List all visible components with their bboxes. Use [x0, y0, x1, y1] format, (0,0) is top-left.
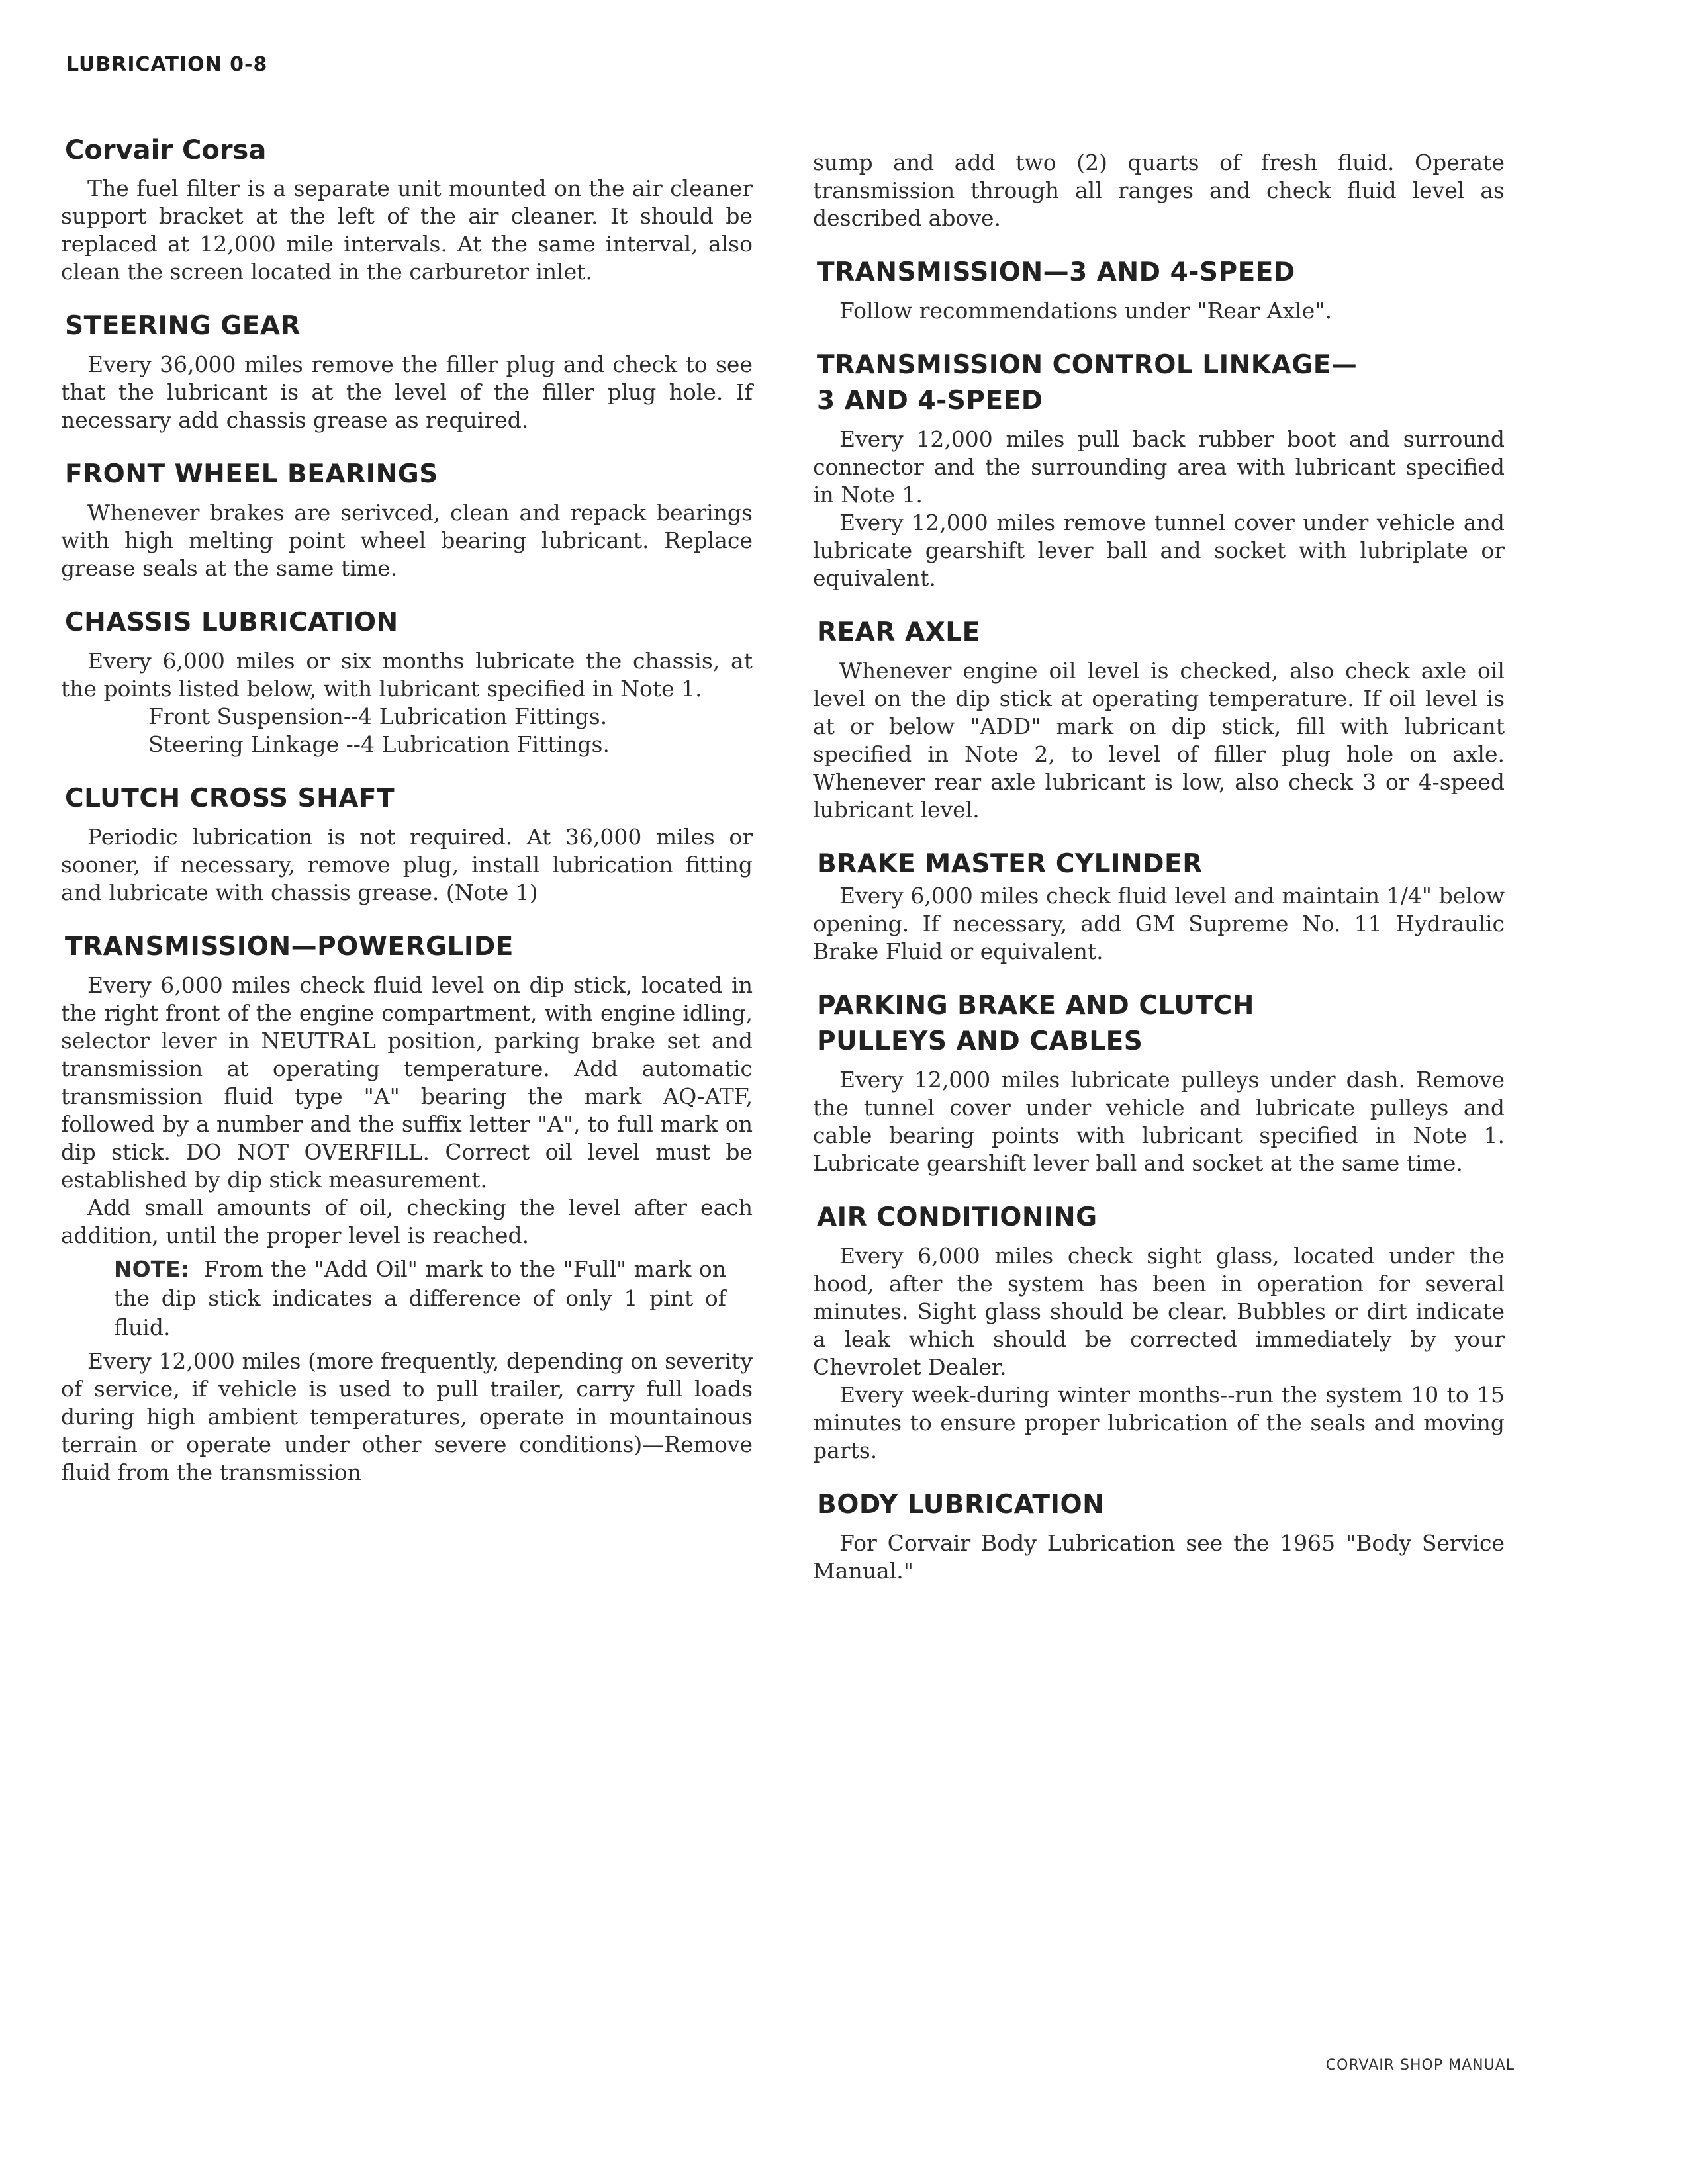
paragraph: Every week-during winter months--run the system 10 to 15 minutes to ensure proper lubrication of the seals and moving parts. — [813, 1382, 1505, 1463]
section-heading: BODY LUBRICATION — [817, 1490, 1105, 1520]
section-parking-brake — [813, 988, 1505, 1177]
paragraph: Every 6,000 miles check sight glass, located under the hood, after the system has been in operation for several minutes. Sight glass should be clear. Bubbles or dirt indicate a leak which should be corrected immediately by your Chevrolet Dealer. — [813, 1243, 1505, 1380]
section-steering-gear — [61, 308, 753, 434]
list-item: Front Suspension--4 Lubrication Fittings. — [148, 704, 608, 729]
paragraph: Every 12,000 miles remove tunnel cover under vehicle and lubricate gearshift lever ball and socket with lubriplate or equivalent. — [813, 510, 1505, 591]
right-column — [813, 149, 1505, 1608]
paragraph: Periodic lubrication is not required. At 36,000 miles or sooner, if necessary, remove plug, install lubrication fitting and lubricate with chassis grease. (Note 1) — [61, 824, 753, 905]
section-transmission-control-linkage — [813, 347, 1505, 592]
section-heading: AIR CONDITIONING — [817, 1203, 1098, 1232]
section-heading: Corvair Corsa — [65, 135, 267, 165]
paragraph: Every 36,000 miles remove the filler plug and check to see that the lubricant is at the level of the filler plug hole. If necessary add chassis grease as required. — [61, 351, 753, 433]
section-air-conditioning — [813, 1200, 1505, 1465]
section-corvair-corsa — [61, 132, 753, 286]
section-rear-axle — [813, 615, 1505, 824]
section-heading: CHASSIS LUBRICATION — [65, 608, 399, 637]
section-front-wheel-bearings — [61, 457, 753, 582]
paragraph: Every 12,000 miles pull back rubber boot and surround connector and the surrounding area with lubricant specified in Note 1. — [813, 426, 1505, 508]
note-text: From the "Add Oil" mark to the "Full" mark on the dip stick indicates a difference of only 1 pint of fluid. — [114, 1256, 726, 1340]
section-heading: FRONT WHEEL BEARINGS — [65, 459, 438, 489]
section-heading: REAR AXLE — [817, 617, 980, 647]
section-transmission-3-4-speed — [813, 255, 1505, 325]
note-block — [114, 1255, 726, 1342]
list-item: Steering Linkage --4 Lubrication Fittings. — [148, 731, 610, 757]
paragraph: Add small amounts of oil, checking the level after each addition, until the proper level is reached. — [61, 1195, 753, 1248]
paragraph: Whenever brakes are serivced, clean and repack bearings with high melting point wheel bearing lubricant. Replace grease seals at the same time. — [61, 500, 753, 581]
paragraph: Every 12,000 miles (more frequently, depending on severity of service, if vehicle is used to pull trailer, carry full loads during high ambient temperatures, operate in mountainous terrain or operate under other severe conditions)—Remove fluid from the transmission — [61, 1348, 753, 1485]
paragraph: Every 12,000 miles lubricate pulleys under dash. Remove the tunnel cover under vehicle and lubricate pulleys and cable bearing points with lubricant specified in Note 1. Lubricate gearshift lever ball and socket at the same time. — [813, 1067, 1505, 1176]
paragraph: Whenever engine oil level is checked, also check axle oil level on the dip stick at operating temperature. If oil level is at or below "ADD" mark on dip stick, fill with lubricant specified in Note 2, to level of filler plug hole on axle. Whenever rear axle lubricant is low, also check 3 or 4-speed lubricant level. — [813, 658, 1505, 823]
section-heading: PULLEYS AND CABLES — [817, 1026, 1143, 1056]
section-chassis-lubrication — [61, 605, 753, 758]
paragraph: Every 6,000 miles check fluid level and maintain 1/4" below opening. If necessary, add GM Supreme No. 11 Hydraulic Brake Fluid or equivalent. — [813, 883, 1505, 964]
paragraph: The fuel filter is a separate unit mounted on the air cleaner support bracket at the left of the air cleaner. It should be replaced at 12,000 mile intervals. At the same interval, also clean the screen located in the carburetor inlet. — [61, 175, 753, 285]
section-transmission-powerglide — [61, 929, 753, 1486]
note-label: NOTE: — [114, 1256, 189, 1282]
paragraph: Every 6,000 miles check fluid level on dip stick, located in the right front of the engine compartment, with engine idling, selector lever in NEUTRAL position, parking brake set and transmission at operating temperature. Add automatic transmission fluid type "A" bearing the mark AQ-ATF, followed by a number and the suffix letter "A", to full mark on dip stick. DO NOT OVERFILL. Correct oil level must be established by dip stick measurement. — [61, 972, 753, 1193]
section-continued-text — [813, 149, 1505, 232]
section-heading: PARKING BRAKE AND CLUTCH — [817, 991, 1254, 1021]
section-heading: STEERING GEAR — [65, 311, 301, 341]
section-body-lubrication — [813, 1487, 1505, 1585]
paragraph: sump and add two (2) quarts of fresh fluid. Operate transmission through all ranges and check fluid level as described above. — [813, 150, 1505, 231]
paragraph: Every 6,000 miles or six months lubricate the chassis, at the points listed below, with lubricant specified in Note 1. — [61, 648, 753, 702]
section-heading: BRAKE MASTER CYLINDER — [817, 849, 1203, 879]
section-brake-master-cylinder — [813, 846, 1505, 966]
section-heading: TRANSMISSION—POWERGLIDE — [65, 932, 514, 962]
section-heading: 3 AND 4-SPEED — [817, 386, 1043, 416]
paragraph: Follow recommendations under "Rear Axle". — [839, 298, 1332, 324]
section-clutch-cross-shaft — [61, 781, 753, 907]
page-footer: CORVAIR SHOP MANUAL — [1325, 2057, 1515, 2073]
page-header: LUBRICATION 0-8 — [66, 53, 268, 76]
section-heading: TRANSMISSION CONTROL LINKAGE— — [817, 350, 1358, 380]
section-heading: TRANSMISSION—3 AND 4-SPEED — [817, 257, 1295, 287]
left-column — [61, 132, 753, 1509]
paragraph: For Corvair Body Lubrication see the 1965 "Body Service Manual." — [813, 1530, 1505, 1584]
section-heading: CLUTCH CROSS SHAFT — [65, 784, 395, 813]
